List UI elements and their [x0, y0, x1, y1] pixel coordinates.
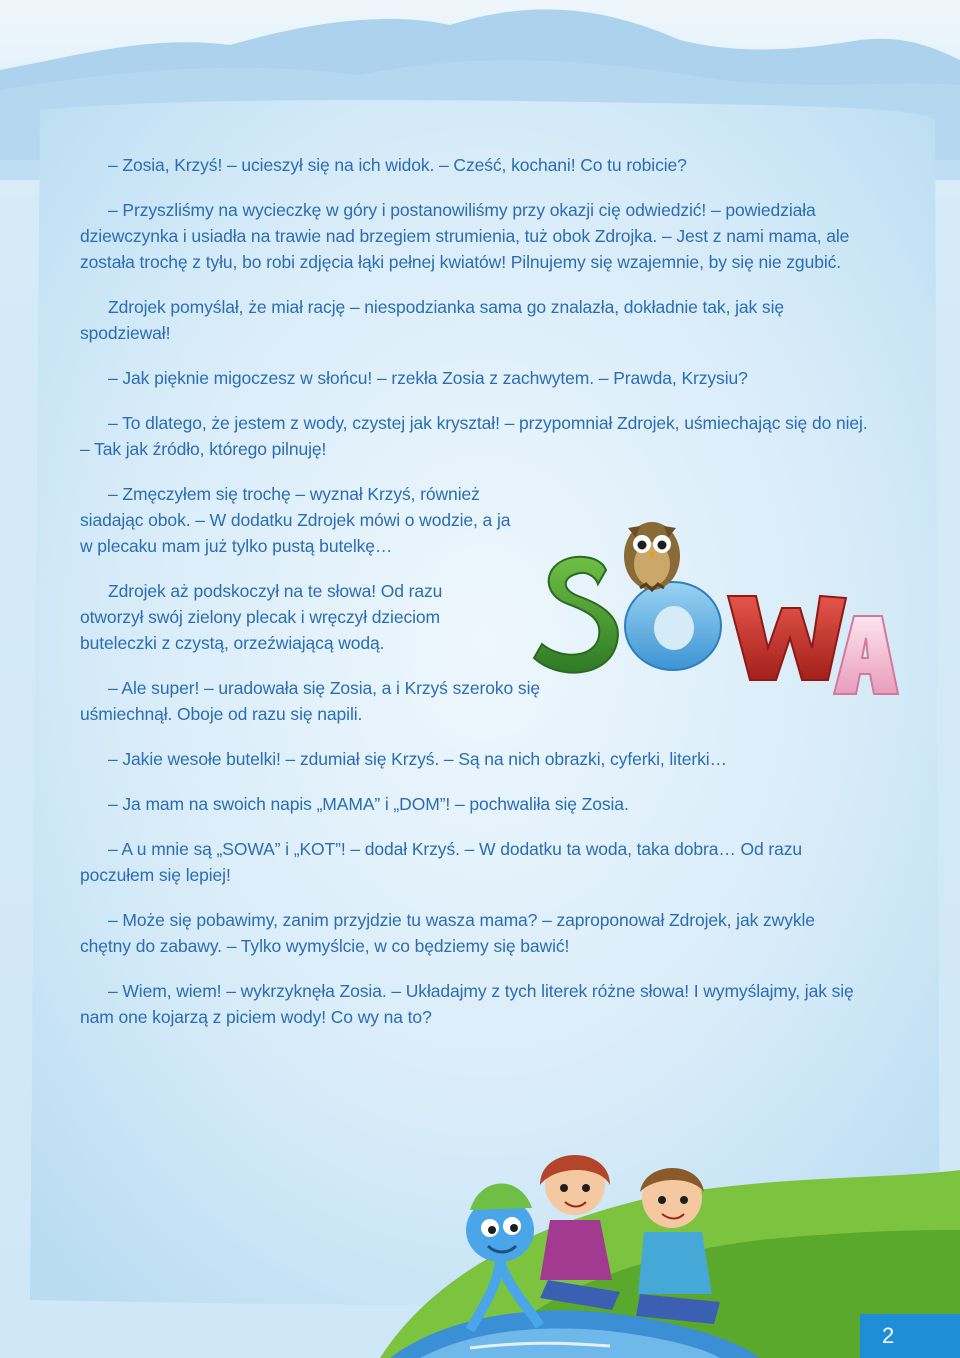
paragraph: – A u mnie są „SOWA” i „KOT”! – dodał Krzyś. – W dodatku ta woda, taka dobra… Od razu poczułem się lepiej! [80, 839, 803, 885]
paragraph: – Zosia, Krzyś! – ucieszył się na ich widok. – Cześć, kochani! Co tu robicie? [108, 155, 687, 175]
sowa-illustration [528, 498, 908, 708]
paragraph: – Jak pięknie migoczesz w słońcu! – rzekła Zosia z zachwytem. – Prawda, Krzysiu? [108, 368, 748, 388]
paragraph: – Ale super! – uradowała się Zosia, a i Krzyś szeroko się uśmiechnął. Oboje od razu się napili. [80, 678, 541, 724]
paragraph: Zdrojek aż podskoczył na te słowa! Od razu otworzył swój zielony plecak i wręczył dzieciom buteleczki z czystą, orzeźwiającą wodą. [80, 581, 443, 653]
paragraph: – Może się pobawimy, zanim przyjdzie tu wasza mama? – zaproponował Zdrojek, jak zwykle chętny do zabawy. – Tylko wymyślcie, w co będziemy się bawić! [80, 910, 815, 956]
paragraph: Zdrojek pomyślał, że miał rację – niespodzianka sama go znalazła, dokładnie tak, jak się spodziewał! [80, 297, 784, 343]
paragraph: – Zmęczyłem się trochę – wyznał Krzyś, również siadając obok. – W dodatku Zdrojek mówi o wodzie, a ja w plecaku mam już tylko pustą butelkę… [80, 484, 511, 556]
paragraph: – Wiem, wiem! – wykrzyknęła Zosia. – Układajmy z tych literek różne słowa! I wymyślajmy, jak się nam one kojarzą z piciem wody! Co wy na to? [80, 981, 854, 1027]
owl-icon [624, 522, 680, 590]
letter-o [625, 582, 721, 670]
letter-a [834, 616, 898, 694]
bottom-scene-illustration [0, 1080, 960, 1358]
paragraph: – Ja mam na swoich napis „MAMA” i „DOM”! – pochwaliła się Zosia. [108, 794, 629, 814]
page-number: 2 [860, 1314, 960, 1358]
letter-s [534, 557, 618, 673]
paragraph: – Jakie wesołe butelki! – zdumiał się Krzyś. – Są na nich obrazki, cyferki, literki… [108, 749, 727, 769]
letter-w [728, 596, 846, 680]
paragraph: – To dlatego, że jestem z wody, czystej jak kryształ! – przypomniał Zdrojek, uśmiechając się do niej. – Tak jak źródło, którego pilnuję! [80, 413, 868, 459]
paragraph: – Przyszliśmy na wycieczkę w góry i postanowiliśmy przy okazji cię odwiedzić! – powiedziała dziewczynka i usiadła na trawie nad brzegiem strumienia, tuż obok Zdrojka. – Jest z nami mama, ale została trochę z tyłu, bo robi zdjęcia łąki pełnej kwiatów! Pilnujemy się wzajemnie, by się nie zgubić. [80, 200, 850, 272]
